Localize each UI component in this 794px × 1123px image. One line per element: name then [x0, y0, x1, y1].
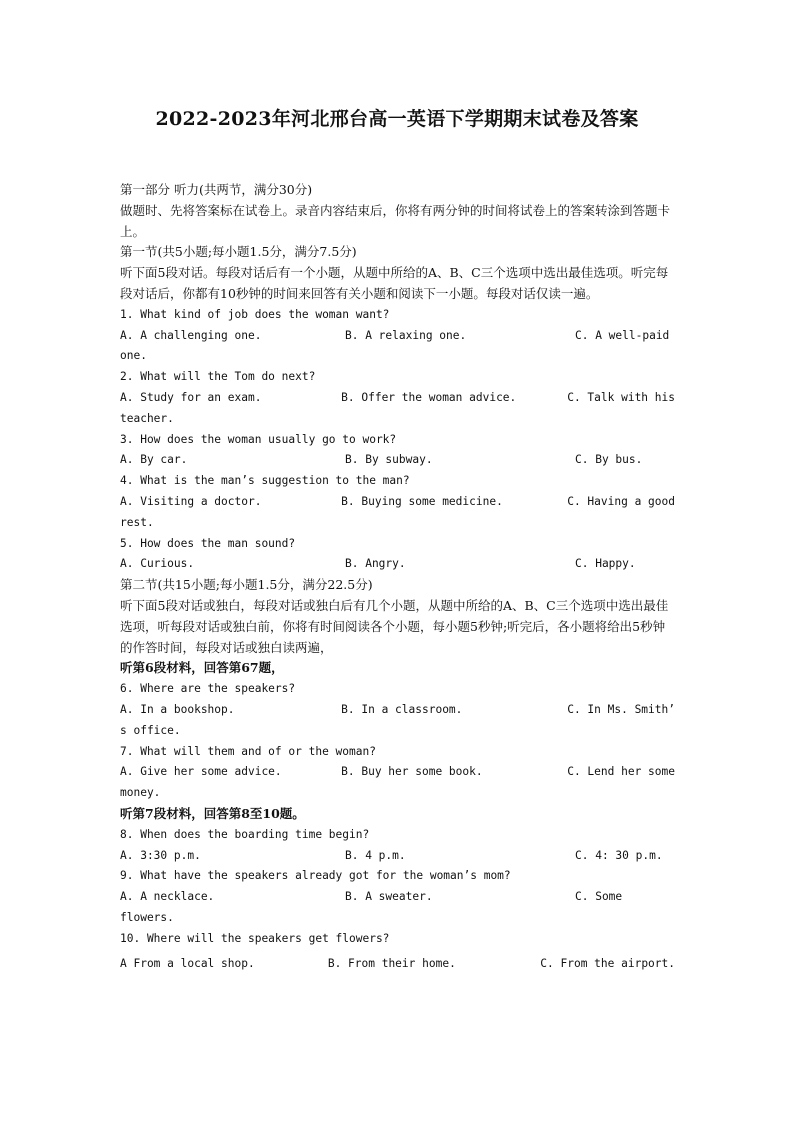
- option-b: B. Buy her some book.: [341, 765, 483, 779]
- option-row: [120, 846, 675, 867]
- option-b: B. 4 p.m.: [345, 848, 406, 862]
- question-item: [120, 742, 675, 804]
- option-row: [120, 762, 675, 783]
- question-text: 2. What will the Tom do next?: [120, 370, 316, 384]
- option-c: C. From the airport.: [540, 957, 675, 971]
- document-body: [120, 180, 675, 975]
- option-continuation: money.: [120, 786, 161, 800]
- option-row: [120, 700, 675, 721]
- option-a: A. In a bookshop.: [120, 702, 235, 716]
- question-list-1: [120, 305, 675, 575]
- option-a: A. A challenging one.: [120, 328, 262, 342]
- option-row: [120, 492, 675, 513]
- question-text: 7. What will them and of or the woman?: [120, 744, 376, 758]
- section2-instruction: 听下面5段对话或独白，每段对话或独白后有几个小题，从题中所给的A、B、C三个选项中选出最佳选项，听每段对话或独白前，你将有时间阅读各个小题，每小题5秒钟;听完后，各小题将给出5秒钟的作答时间，每段对话或独白读两遍，: [120, 597, 669, 655]
- document-title: 2022-2023年河北邢台高一英语下学期期末试卷及答案: [155, 108, 639, 130]
- question-text: 5. How does the man sound?: [120, 536, 296, 550]
- option-continuation: one.: [120, 349, 147, 363]
- part1-heading: 第一部分 听力(共两节，满分30分): [120, 182, 313, 197]
- option-b: B. A relaxing one.: [345, 328, 467, 342]
- question-text: 3. How does the woman usually go to work?: [120, 432, 397, 446]
- question-text: 1. What kind of job does the woman want?: [120, 307, 390, 321]
- option-c: C. Some: [575, 890, 623, 904]
- option-continuation: rest.: [120, 515, 154, 529]
- option-c: C. In Ms. Smith’: [567, 702, 675, 716]
- option-a: A. Give her some advice.: [120, 765, 282, 779]
- option-row: [120, 554, 675, 575]
- section1-heading: 第一节(共5小题;每小题1.5分，满分7.5分): [120, 244, 357, 260]
- question-text: 4. What is the man’s suggestion to the man?: [120, 474, 410, 488]
- option-a: A. A necklace.: [120, 890, 215, 904]
- question-item: [120, 866, 675, 928]
- option-row: [120, 388, 675, 409]
- instruction-1: 做题时、先将答案标在试卷上。录音内容结束后，你将有两分钟的时间将试卷上的答案转涂到答题卡上。: [120, 202, 671, 239]
- option-c: C. 4: 30 p.m.: [575, 848, 663, 862]
- material-7-heading: 听第7段材料，回答第8至10题。: [120, 805, 305, 821]
- question-text: 8. When does the boarding time begin?: [120, 827, 370, 841]
- option-row: [120, 450, 675, 471]
- option-b: B. Buying some medicine.: [341, 494, 503, 508]
- option-continuation: teacher.: [120, 411, 174, 425]
- question-item: [120, 825, 675, 867]
- question-item: [120, 929, 675, 976]
- option-a: A From a local shop.: [120, 957, 255, 971]
- question-item: [120, 367, 675, 429]
- section1-instruction: 听下面5段对话。每段对话后有一个小题，从题中所给的A、B、C三个选项中选出最佳选项。听完每段对话后，你都有10秒钟的时间来回答有关小题和阅读下一小题。每段对话仅读一遍。: [120, 265, 669, 301]
- option-c: C. A well-paid: [575, 328, 670, 342]
- question-text: 10. Where will the speakers get flowers?: [120, 931, 390, 945]
- option-row: [120, 954, 675, 975]
- option-continuation: s office.: [120, 723, 181, 737]
- question-list-7: [120, 825, 675, 976]
- option-continuation: flowers.: [120, 910, 174, 924]
- section2-heading: 第二节(共15小题;每小题1.5分，满分22.5分): [120, 577, 373, 593]
- option-b: B. In a classroom.: [341, 702, 463, 716]
- material-6-heading: 听第6段材料，回答第67题，: [120, 660, 284, 676]
- option-c: C. Happy.: [575, 557, 636, 571]
- question-text: 9. What have the speakers already got for the woman’s mom?: [120, 869, 511, 883]
- question-item: [120, 305, 675, 367]
- option-b: B. Angry.: [345, 557, 406, 571]
- question-list-6: [120, 679, 675, 804]
- option-a: A. By car.: [120, 453, 188, 467]
- option-a: A. Curious.: [120, 557, 195, 571]
- option-a: A. Visiting a doctor.: [120, 494, 262, 508]
- question-item: [120, 471, 675, 533]
- question-item: [120, 679, 675, 741]
- option-c: C. By bus.: [575, 453, 643, 467]
- option-b: B. A sweater.: [345, 890, 433, 904]
- option-b: B. By subway.: [345, 453, 433, 467]
- option-row: [120, 887, 675, 908]
- option-a: A. 3:30 p.m.: [120, 848, 201, 862]
- option-a: A. Study for an exam.: [120, 390, 262, 404]
- option-b: B. Offer the woman advice.: [341, 390, 517, 404]
- option-b: B. From their home.: [327, 957, 456, 971]
- option-c: C. Talk with his: [567, 390, 675, 404]
- question-text: 6. Where are the speakers?: [120, 682, 296, 696]
- option-row: [120, 326, 675, 347]
- option-c: C. Lend her some: [567, 765, 675, 779]
- question-item: [120, 534, 675, 576]
- question-item: [120, 430, 675, 472]
- option-c: C. Having a good: [567, 494, 675, 508]
